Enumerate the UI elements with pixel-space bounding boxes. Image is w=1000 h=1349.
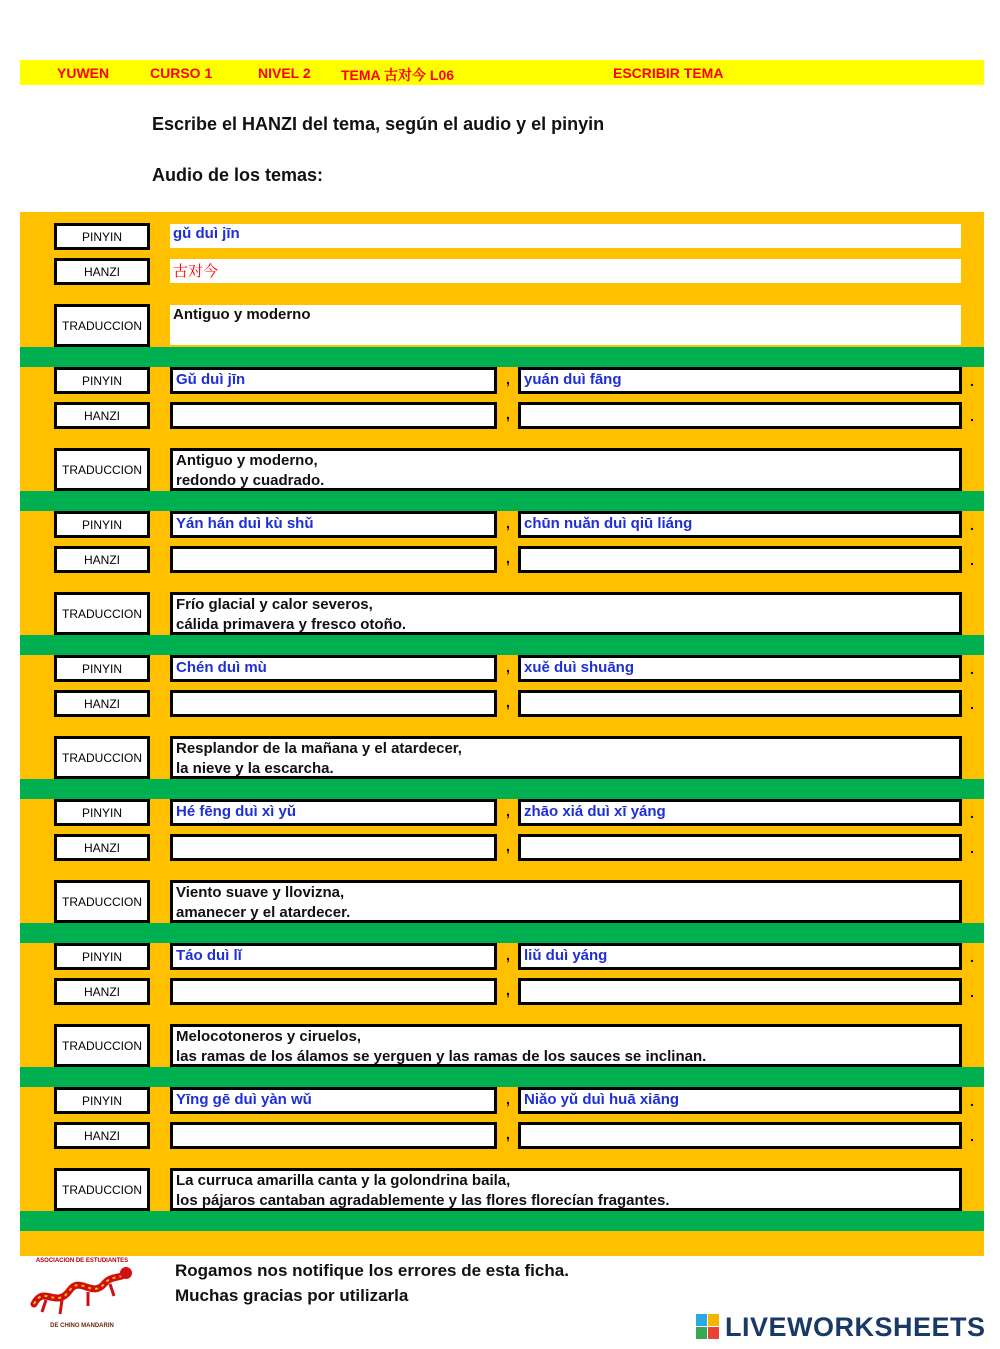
traduccion-line: las ramas de los álamos se yerguen y las ramas de los sauces se inclinan. [176,1048,707,1065]
traduccion-text [170,880,962,923]
period: . [970,1093,974,1109]
instruction-text: Escribe el HANZI del tema, según el audio y el pinyin [152,114,605,134]
hanzi-input-a[interactable] [170,402,497,429]
label-hanzi: HANZI [54,690,150,717]
hanzi-input-a[interactable] [170,1122,497,1149]
hanzi-input-b[interactable] [518,402,962,429]
title-pinyin: gǔ duì jīn [170,224,961,248]
pinyin-field-b: liǔ duì yáng [518,943,962,970]
divider-stripe [20,347,984,367]
hanzi-input-b[interactable] [518,834,962,861]
header-nivel: NIVEL 2 [258,65,311,81]
divider-stripe [20,635,984,655]
label-pinyin: PINYIN [54,943,150,970]
pinyin-field-a: Chén duì mù [170,655,497,682]
logo-top-text: ASOCIACION DE ESTUDIANTES [35,1258,129,1264]
traduccion-line: redondo y cuadrado. [176,472,325,489]
period: . [970,661,974,677]
pinyin-field-b: chūn nuǎn duì qiū liáng [518,511,962,538]
period: . [970,840,974,856]
label-traduccion: TRADUCCION [54,1168,150,1211]
traduccion-line: Resplandor de la mañana y el atardecer, [176,740,462,757]
divider-stripe [20,923,984,943]
divider-stripe [20,1211,984,1231]
traduccion-text [170,1024,962,1067]
footer-note: Rogamos nos notifique los errores de esta ficha. [175,1261,569,1280]
pinyin-field-a: Yīng gē duì yàn wǔ [170,1087,497,1114]
traduccion-text [170,736,962,779]
period: . [970,373,974,389]
traduccion-line: Antiguo y moderno, [176,452,318,469]
traduccion-line: La curruca amarilla canta y la golondrina baila, [176,1172,511,1189]
period: . [970,949,974,965]
comma: , [506,982,510,998]
comma: , [506,694,510,710]
liveworksheets-text: LIVEWORKSHEETS [725,1311,986,1342]
header-yuwen: YUWEN [57,65,110,81]
hanzi-input-a[interactable] [170,978,497,1005]
hanzi-input-b[interactable] [518,978,962,1005]
traduccion-line: Frío glacial y calor severos, [176,596,373,613]
comma: , [506,515,510,531]
traduccion-line: amanecer y el atardecer. [176,904,351,921]
comma: , [506,406,510,422]
pinyin-field-b: xuě duì shuāng [518,655,962,682]
traduccion-line: la nieve y la escarcha. [176,760,334,777]
hanzi-input-b[interactable] [518,1122,962,1149]
divider-stripe [20,1067,984,1087]
title-hanzi: 古对今 [170,259,961,283]
header-bar [20,60,984,85]
pinyin-field-a: Táo duì lǐ [170,943,497,970]
traduccion-text [170,592,962,635]
comma: , [506,1126,510,1142]
comma: , [506,659,510,675]
label-traduccion: TRADUCCION [54,448,150,491]
comma: , [506,947,510,963]
label-pinyin: PINYIN [54,1087,150,1114]
traduccion-text [170,1168,962,1211]
label-traduccion: TRADUCCION [54,1024,150,1067]
period: . [970,1128,974,1144]
label-hanzi: HANZI [54,834,150,861]
period: . [970,805,974,821]
traduccion-line: Viento suave y llovizna, [176,884,345,901]
period: . [970,517,974,533]
pinyin-field-b: zhāo xiá duì xī yáng [518,799,962,826]
label-traduccion: TRADUCCION [54,304,150,347]
label-pinyin: PINYIN [54,511,150,538]
dragon-icon [26,1264,138,1318]
liveworksheets-logo-icon [696,1314,720,1340]
comma: , [506,371,510,387]
pinyin-field-b: Niǎo yǔ duì huā xiāng [518,1087,962,1114]
comma: , [506,838,510,854]
period: . [970,408,974,424]
hanzi-input-b[interactable] [518,690,962,717]
label-pinyin: PINYIN [54,367,150,394]
hanzi-input-a[interactable] [170,690,497,717]
period: . [970,696,974,712]
label-pinyin: PINYIN [54,223,150,250]
traduccion-text [170,448,962,491]
period: . [970,552,974,568]
footer-thanks: Muchas gracias por utilizarla [175,1286,409,1305]
worksheet [20,212,984,1256]
comma: , [506,550,510,566]
period: . [970,984,974,1000]
comma: , [506,1091,510,1107]
traduccion-line: cálida primavera y fresco otoño. [176,616,407,633]
label-hanzi: HANZI [54,402,150,429]
traduccion-line: Melocotoneros y ciruelos, [176,1028,362,1045]
header-tema: TEMA 古对今 L06 [341,67,455,83]
label-traduccion: TRADUCCION [54,592,150,635]
association-logo [26,1258,138,1330]
pinyin-field-a: Hé fēng duì xì yǔ [170,799,497,826]
label-pinyin: PINYIN [54,799,150,826]
label-pinyin: PINYIN [54,655,150,682]
divider-stripe [20,491,984,511]
label-hanzi: HANZI [54,978,150,1005]
pinyin-field-a: Yán hán duì kù shǔ [170,511,497,538]
label-hanzi: HANZI [54,258,150,285]
audio-label: Audio de los temas: [152,165,324,185]
pinyin-field-b: yuán duì fāng [518,367,962,394]
header-curso: CURSO 1 [150,65,213,81]
hanzi-input-a[interactable] [170,546,497,573]
comma: , [506,803,510,819]
traduccion-line: los pájaros cantaban agradablemente y las flores florecían fragantes. [176,1192,670,1209]
divider-stripe [20,779,984,799]
header-mode: ESCRIBIR TEMA [613,65,724,81]
label-traduccion: TRADUCCION [54,736,150,779]
pinyin-field-a: Gǔ duì jīn [170,367,497,394]
label-hanzi: HANZI [54,546,150,573]
label-traduccion: TRADUCCION [54,880,150,923]
liveworksheets-brand[interactable] [696,1312,986,1342]
logo-bottom-text: DE CHINO MANDARIN [50,1323,114,1329]
hanzi-input-b[interactable] [518,546,962,573]
title-traduccion: Antiguo y moderno [170,305,961,345]
label-hanzi: HANZI [54,1122,150,1149]
hanzi-input-a[interactable] [170,834,497,861]
